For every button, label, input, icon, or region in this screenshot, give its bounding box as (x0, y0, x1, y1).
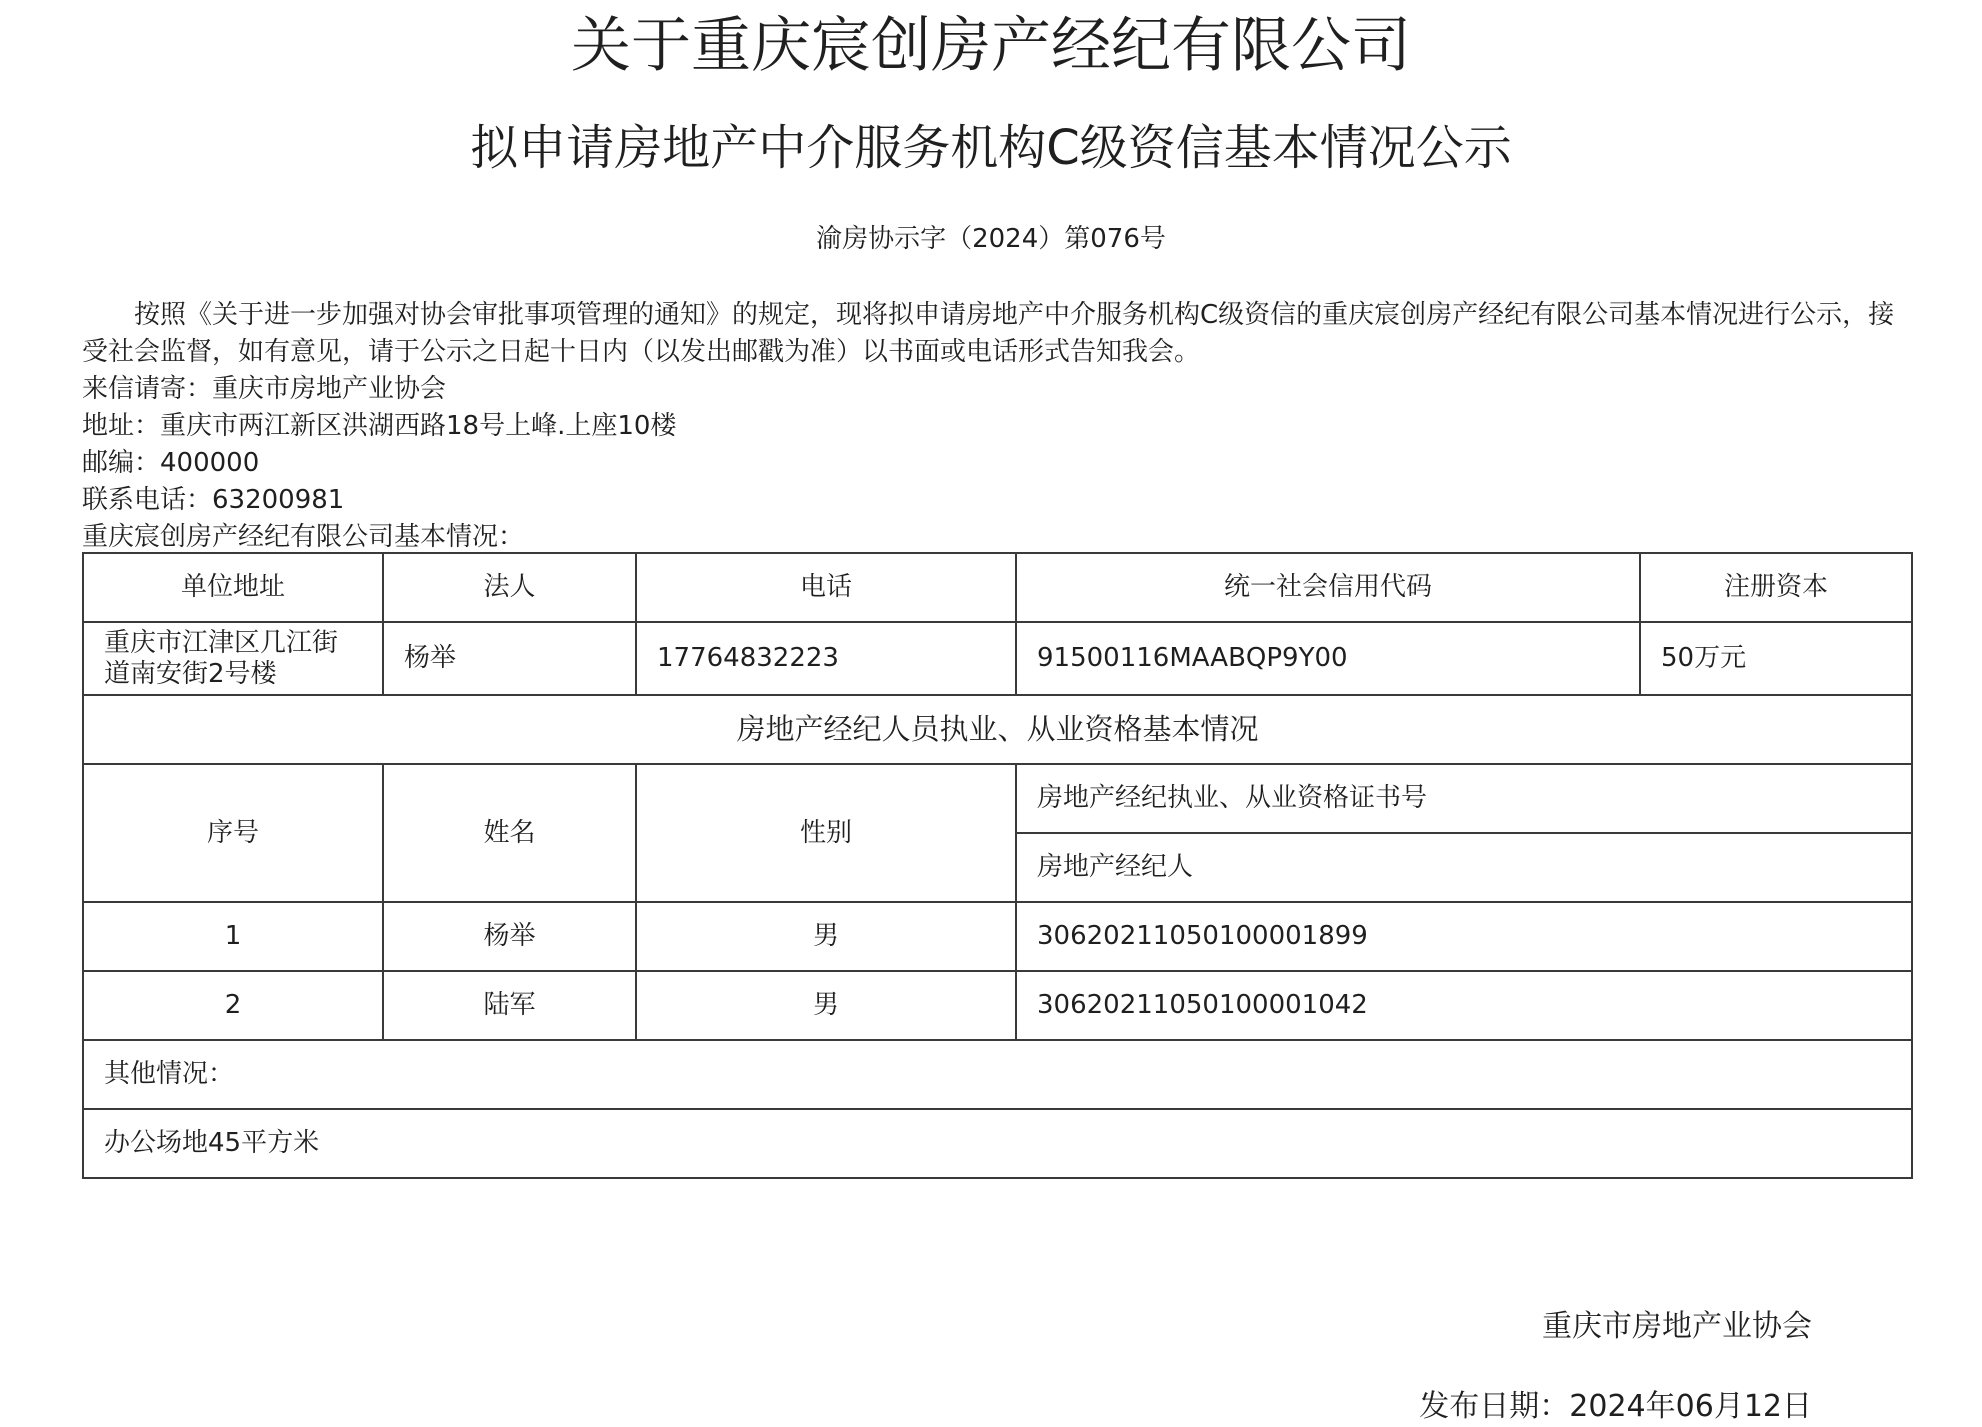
header-legal-person: 法人 (383, 553, 636, 622)
header-credit-code: 统一社会信用代码 (1016, 553, 1640, 622)
company-basic-label: 重庆宸创房产经纪有限公司基本情况： (82, 522, 525, 552)
phone-line: 联系电话：63200981 (82, 485, 345, 515)
agent-gender: 男 (636, 971, 1016, 1040)
company-capital: 50万元 (1640, 622, 1912, 695)
agent-cert: 30620211050100001899 (1016, 902, 1912, 971)
agents-section-row (83, 695, 1912, 764)
other-content: 办公场地45平方米 (83, 1109, 1912, 1178)
company-credit-code: 91500116MAABQP9Y00 (1016, 622, 1640, 695)
header-cert-sub: 房地产经纪人 (1016, 833, 1912, 902)
agent-name: 杨举 (383, 902, 636, 971)
document-subtitle: 拟申请房地产中介服务机构C级资信基本情况公示 (470, 120, 1512, 176)
document-title: 关于重庆宸创房产经纪有限公司 (571, 11, 1411, 81)
header-address: 单位地址 (83, 553, 383, 622)
company-phone: 17764832223 (636, 622, 1016, 695)
agents-header-row-1 (83, 764, 1912, 833)
document-number: 渝房协示字（2024）第076号 (816, 224, 1166, 254)
mail-to-line: 来信请寄：重庆市房地产业协会 (82, 374, 447, 404)
agent-gender: 男 (636, 902, 1016, 971)
other-label-row (83, 1040, 1912, 1109)
company-legal-person: 杨举 (383, 622, 636, 695)
agent-index: 1 (83, 902, 383, 971)
company-header-row (83, 553, 1912, 622)
body-text (82, 297, 1912, 556)
header-phone: 电话 (636, 553, 1016, 622)
address-line: 地址：重庆市两江新区洪湖西路18号上峰.上座10楼 (82, 411, 677, 441)
company-data-row (83, 622, 1912, 695)
table-row (83, 902, 1912, 971)
header-gender: 性别 (636, 764, 1016, 902)
agent-name: 陆军 (383, 971, 636, 1040)
header-index: 序号 (83, 764, 383, 902)
agent-index: 2 (83, 971, 383, 1040)
header-cert: 房地产经纪执业、从业资格证书号 (1016, 764, 1912, 833)
header-name: 姓名 (383, 764, 636, 902)
info-table (82, 552, 1913, 1179)
agents-section-title: 房地产经纪人员执业、从业资格基本情况 (83, 695, 1912, 764)
company-address: 重庆市江津区几江街道南安街2号楼 (83, 622, 383, 695)
table-row (83, 971, 1912, 1040)
other-label: 其他情况： (83, 1040, 1912, 1109)
header-capital: 注册资本 (1640, 553, 1912, 622)
signature: 重庆市房地产业协会 (1542, 1309, 1812, 1344)
postcode-line: 邮编：400000 (82, 448, 260, 478)
other-content-row (83, 1109, 1912, 1178)
agent-cert: 30620211050100001042 (1016, 971, 1912, 1040)
publish-date: 发布日期：2024年06月12日 (1419, 1389, 1812, 1424)
intro-paragraph: 按照《关于进一步加强对协会审批事项管理的通知》的规定，现将拟申请房地产中介服务机构C级资信的重庆宸创房产经纪有限公司基本情况进行公示，接受社会监督，如有意见，请于公示之日起十日内（以发出邮戳为准）以书面或电话形式告知我会。 (82, 300, 1895, 367)
